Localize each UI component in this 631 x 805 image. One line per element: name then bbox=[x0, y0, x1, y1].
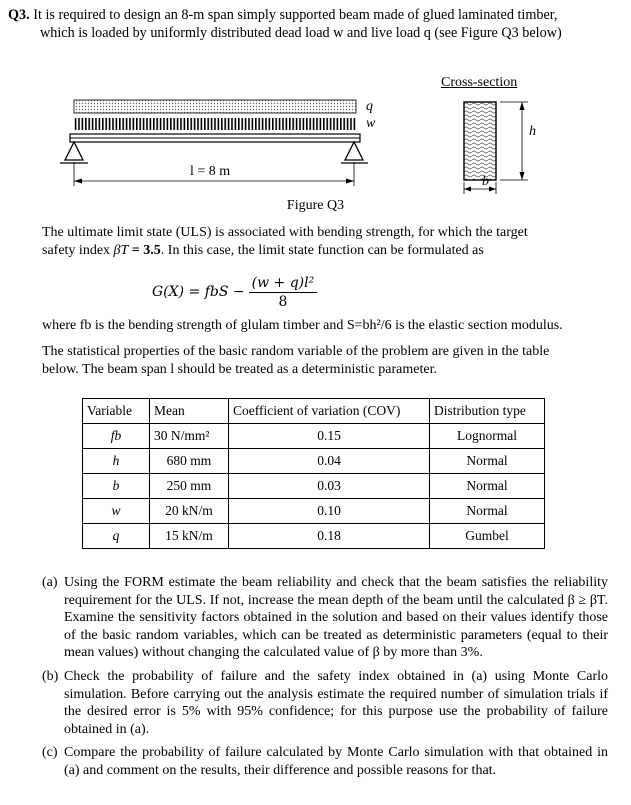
label-q: q bbox=[366, 99, 373, 114]
formula-lhs: G(X) = fbS − bbox=[152, 284, 245, 300]
table-row: q 15 kN/m 0.18 Gumbel bbox=[83, 524, 545, 549]
left-support bbox=[65, 142, 83, 160]
question-line-1: It is required to design an 8-m span simply supported beam made of glued laminated timber, bbox=[33, 7, 558, 23]
cross-section-title: Cross-section bbox=[441, 75, 518, 90]
header-mean: Mean bbox=[150, 399, 229, 424]
question-parts bbox=[42, 574, 608, 786]
table-row: fb 30 N/mm² 0.15 Lognormal bbox=[83, 424, 545, 449]
random-variables-table bbox=[82, 398, 545, 549]
label-h: h bbox=[529, 124, 536, 139]
statistics-text: The statistical properties of the basic random variable of the problem are given in the table below. The beam span l should be treated as a deterministic parameter. bbox=[42, 344, 550, 377]
beam-figure bbox=[0, 90, 631, 200]
label-span: l = 8 m bbox=[190, 164, 231, 179]
right-support bbox=[345, 142, 363, 160]
question-number: Q3. bbox=[8, 7, 30, 23]
part-c-text: Compare the probability of failure calculated by Monte Carlo simulation with that obtained in (a) and comment on the results, their difference and possible reasons for that. bbox=[64, 745, 608, 778]
header-variable: Variable bbox=[83, 399, 150, 424]
question-heading bbox=[8, 6, 624, 42]
uls-intro: The ultimate limit state (ULS) is associated with bending strength, for which the target safety index βT = 3.5. In this case, the limit state function can be formulated as bbox=[42, 224, 608, 260]
label-w: w bbox=[366, 116, 376, 131]
table-row: b 250 mm 0.03 Normal bbox=[83, 474, 545, 499]
limit-state-formula bbox=[152, 272, 317, 312]
live-load-block bbox=[74, 100, 356, 113]
figure-caption: Figure Q3 bbox=[286, 198, 345, 213]
header-cov: Coefficient of variation (COV) bbox=[229, 399, 430, 424]
cross-section-rect bbox=[464, 102, 496, 180]
where-text: where fb is the bending strength of glulam timber and S=bh²/6 is the elastic section modulus. bbox=[42, 318, 563, 333]
table-row: w 20 kN/m 0.10 Normal bbox=[83, 499, 545, 524]
part-a-text: Using the FORM estimate the beam reliability and check that the beam satisfies the reliability requirement for the ULS. If not, increase the mean depth of the beam until the calculated β ≥ βT. Examine the sensitivity factors obtained in the solution and based on their values identify those of the basic random variables, which can be treated as deterministic parameters (equal to their mean values) without changing the calculated value of β by more than 3%. bbox=[64, 575, 608, 661]
table-row: h 680 mm 0.04 Normal bbox=[83, 449, 545, 474]
part-c bbox=[42, 744, 608, 779]
uls-intro-line-1: The ultimate limit state (ULS) is associated with bending strength, for which the target bbox=[42, 225, 528, 240]
header-distribution: Distribution type bbox=[430, 399, 545, 424]
beta-target: βT bbox=[113, 243, 129, 258]
label-b: b bbox=[482, 174, 489, 189]
part-b-text: Check the probability of failure and the safety index obtained in (a) using Monte Carlo simulation. Before carrying out the analysis estimate the required number of simulation trials if the desired error is 5% with 95% confidence; for this purpose use the probability of failure obtained in (a). bbox=[64, 668, 608, 737]
part-a bbox=[42, 574, 608, 662]
part-b bbox=[42, 668, 608, 738]
part-b-label: (b) bbox=[42, 668, 59, 684]
table-header-row bbox=[83, 399, 545, 424]
dead-load-ticks bbox=[74, 118, 356, 130]
formula-numerator: (w + q)l² bbox=[249, 274, 318, 293]
part-a-label: (a) bbox=[42, 575, 58, 590]
question-line-2: which is loaded by uniformly distributed dead load w and live load q (see Figure Q3 below) bbox=[40, 25, 562, 41]
part-c-label: (c) bbox=[42, 745, 58, 761]
formula-denominator: 8 bbox=[278, 293, 288, 310]
